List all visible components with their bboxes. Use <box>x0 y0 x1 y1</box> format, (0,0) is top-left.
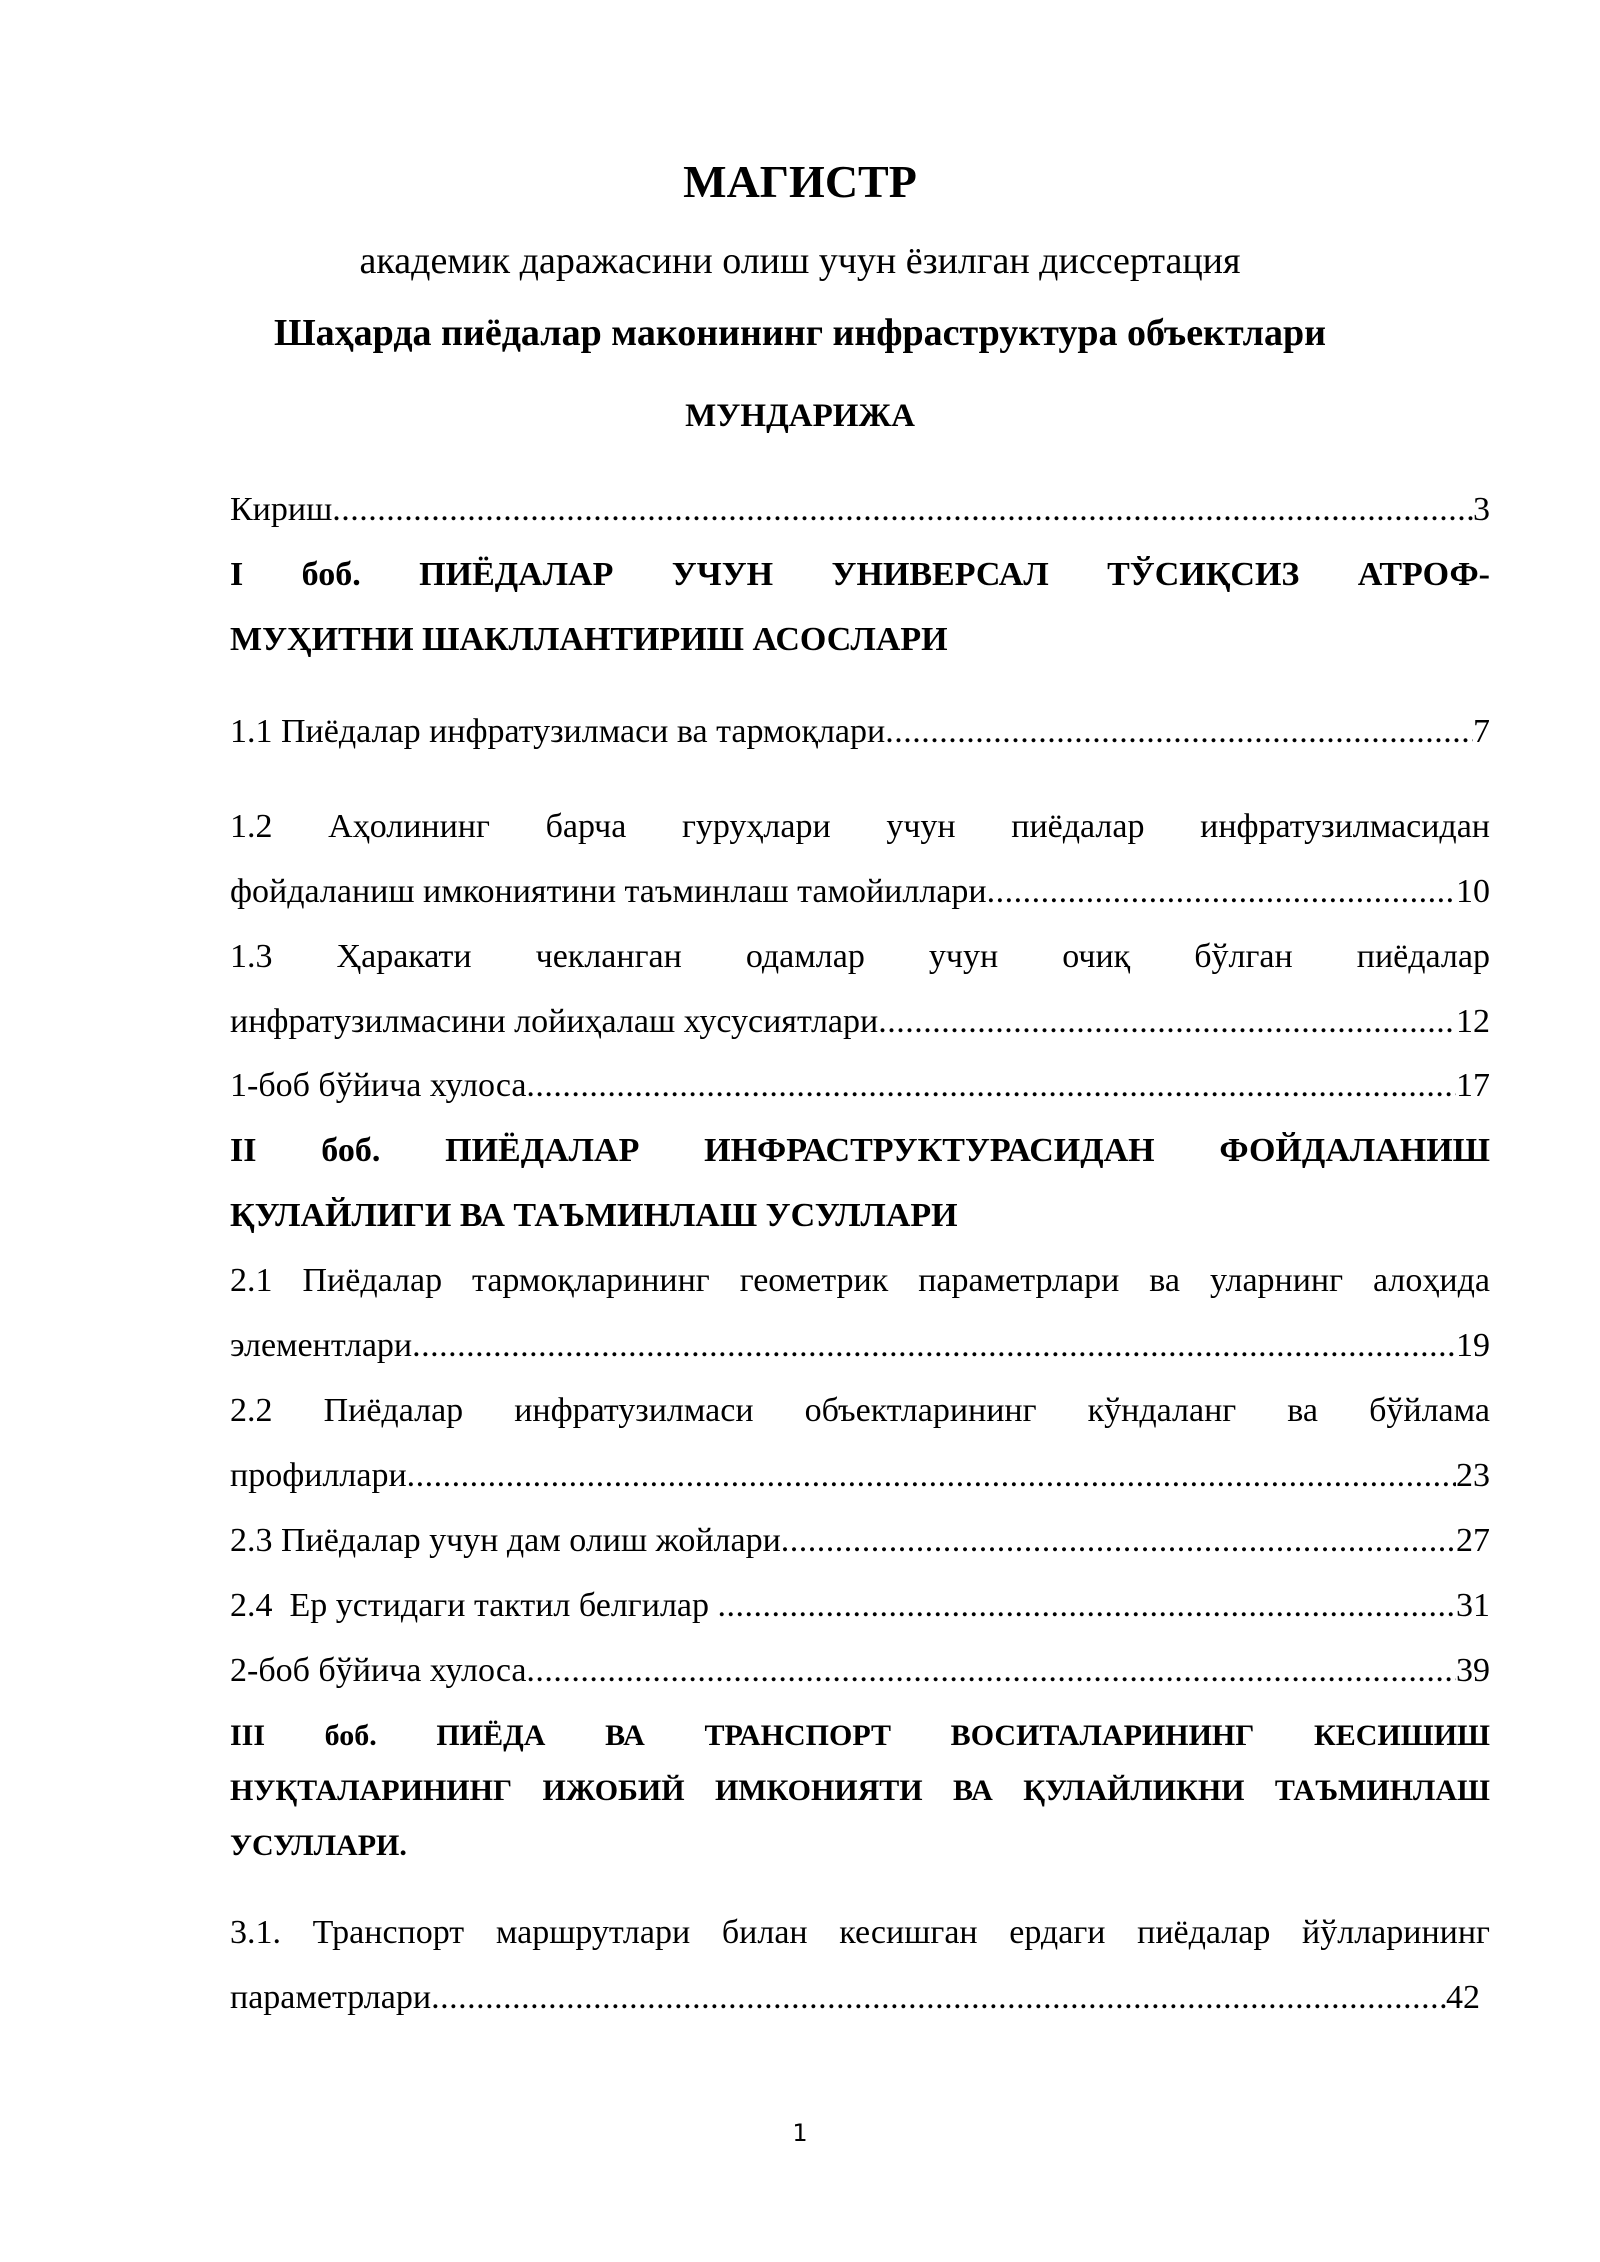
toc-chapter-1-line-1: I боб. ПИЁДАЛАР УЧУН УНИВЕРСАЛ ТЎСИҚСИЗ АТРОФ- <box>230 556 1490 593</box>
toc-entry-text: фойдаланиш имкониятини таъминлаш тамойиллари <box>230 873 987 910</box>
page-number: 1 <box>792 2119 808 2147</box>
toc-entry-text: 1.1 Пиёдалар инфратузилмаси ва тармоқлари <box>230 713 886 750</box>
toc-chapter-2-line-2: ҚУЛАЙЛИГИ ВА ТАЪМИНЛАШ УСУЛЛАРИ <box>230 1197 958 1234</box>
toc-leader-dots <box>412 1323 1456 1369</box>
toc-entry-intro <box>230 487 1490 533</box>
toc-entry-1-3-line-1: 1.3 Ҳаракати чекланган одамлар учун очиқ бўлган пиёдалар <box>230 938 1490 975</box>
toc-entry-2-1-line-1: 2.1 Пиёдалар тармоқларининг геометрик параметрлари ва уларнинг алоҳида <box>230 1262 1490 1299</box>
toc-leader-dots <box>878 999 1456 1045</box>
toc-entry-text: Кириш <box>230 491 333 528</box>
toc-entry-3-1-line-1: 3.1. Транспорт маршрутлари билан кесишган ердаги пиёдалар йўлларининг <box>230 1914 1490 1951</box>
dissertation-topic: Шаҳарда пиёдалар маконининг инфраструктура объектлари <box>273 312 1327 354</box>
toc-entry-text: 2.3 Пиёдалар учун дам олиш жойлари <box>230 1522 781 1559</box>
toc-entry-text: 2.4 Ер устидаги тактил белгилар <box>230 1587 718 1624</box>
toc-page-number: 27 <box>1456 1522 1490 1559</box>
toc-leader-dots <box>407 1453 1456 1499</box>
toc-page-number: 17 <box>1456 1067 1490 1104</box>
toc-page-number: 19 <box>1456 1327 1490 1364</box>
toc-leader-dots <box>987 869 1456 915</box>
toc-entry-text: инфратузилмасини лойиҳалаш хусусиятлари <box>230 1003 879 1040</box>
toc-page-number: 7 <box>1473 713 1490 750</box>
toc-page-number: 10 <box>1456 873 1490 910</box>
toc-page-number: 39 <box>1456 1652 1490 1689</box>
toc-chapter-1-line-2: МУҲИТНИ ШАКЛЛАНТИРИШ АСОСЛАРИ <box>230 621 948 658</box>
toc-entry-text: параметрлари <box>230 1979 432 2016</box>
toc-page-number: 42 <box>1446 1979 1480 2016</box>
toc-leader-dots <box>718 1583 1456 1629</box>
toc-entry-text: профиллари <box>230 1457 407 1494</box>
toc-leader-dots <box>526 1648 1456 1694</box>
toc-leader-dots <box>526 1063 1456 1109</box>
toc-heading: МУНДАРИЖА <box>685 398 915 434</box>
toc-entry-3-1-line-2 <box>230 1975 1480 2021</box>
toc-leader-dots <box>431 1975 1446 2021</box>
toc-page-number: 31 <box>1456 1587 1490 1624</box>
degree-title: МАГИСТР <box>683 156 917 207</box>
toc-entry-2-3 <box>230 1518 1490 1564</box>
toc-leader-dots <box>332 487 1473 533</box>
toc-entry-text: 2-боб бўйича хулоса <box>230 1652 527 1689</box>
degree-subtitle: академик даражасини олиш учун ёзилган диссертация <box>359 240 1241 282</box>
toc-entry-2-4 <box>230 1583 1490 1629</box>
toc-entry-1-2-line-1: 1.2 Аҳолининг барча гуруҳлари учун пиёдалар инфратузилмасидан <box>230 808 1490 845</box>
toc-page-number: 12 <box>1456 1003 1490 1040</box>
toc-entry-2-2-line-1: 2.2 Пиёдалар инфратузилмаси объектларининг кўндаланг ва бўйлама <box>230 1392 1490 1429</box>
toc-chapter-3-line-3: УСУЛЛАРИ. <box>230 1829 407 1862</box>
toc-entry-conclusion-2 <box>230 1648 1490 1694</box>
toc-entry-1-1 <box>230 709 1490 755</box>
toc-page-number: 23 <box>1456 1457 1490 1494</box>
toc-entry-1-2-line-2 <box>230 869 1490 915</box>
toc-entry-text: элементлари <box>230 1327 413 1364</box>
toc-chapter-2-line-1: II боб. ПИЁДАЛАР ИНФРАСТРУКТУРАСИДАН ФОЙДАЛАНИШ <box>230 1132 1490 1169</box>
toc-entry-text: 1-боб бўйича хулоса <box>230 1067 527 1104</box>
toc-entry-1-3-line-2 <box>230 999 1490 1045</box>
toc-page-number: 3 <box>1473 491 1490 528</box>
toc-entry-conclusion-1 <box>230 1063 1490 1109</box>
toc-leader-dots <box>781 1518 1456 1564</box>
toc-chapter-3-line-2: НУҚТАЛАРИНИНГ ИЖОБИЙ ИМКОНИЯТИ ВА ҚУЛАЙЛИКНИ ТАЪМИНЛАШ <box>230 1774 1490 1807</box>
toc-leader-dots <box>885 709 1473 755</box>
toc-entry-2-2-line-2 <box>230 1453 1490 1499</box>
toc-entry-2-1-line-2 <box>230 1323 1490 1369</box>
toc-chapter-3-line-1: III боб. ПИЁДА ВА ТРАНСПОРТ ВОСИТАЛАРИНИНГ КЕСИШИШ <box>230 1719 1490 1752</box>
